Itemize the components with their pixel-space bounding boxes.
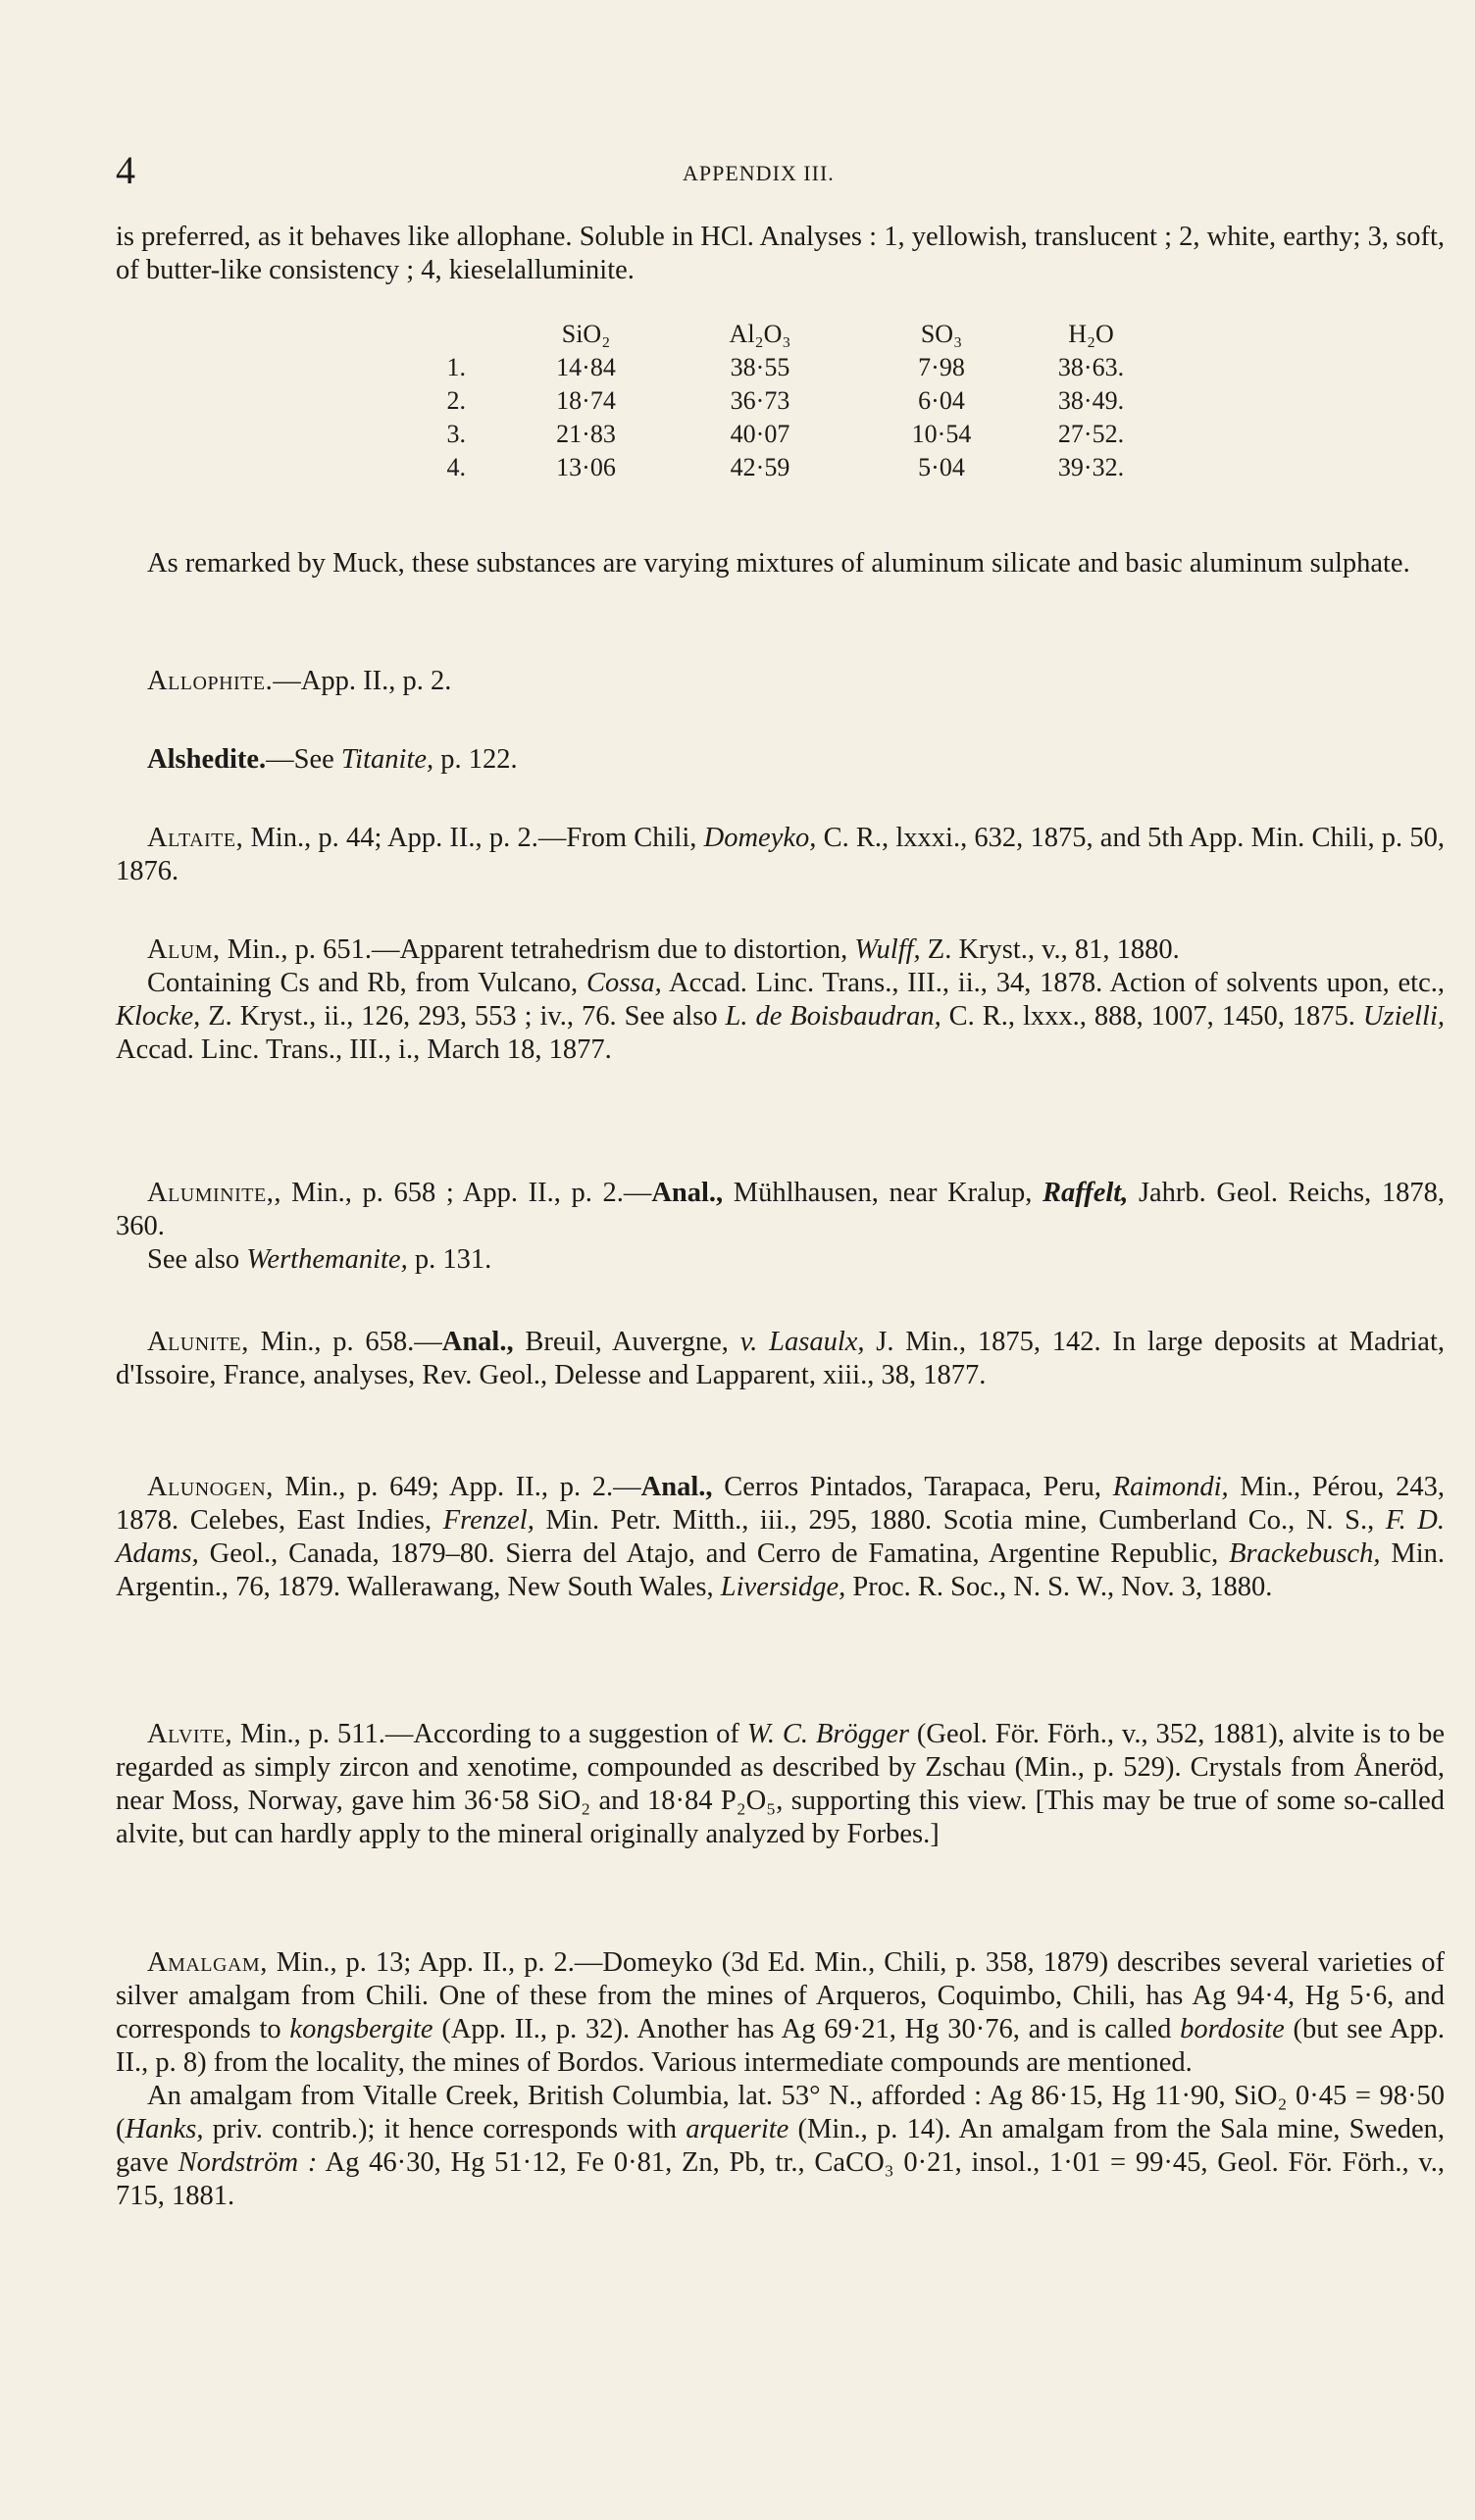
entry-amalgam: Amalgam, Min., p. 13; App. II., p. 2.—Domeyko (3d Ed. Min., Chili, p. 358, 1879) describes several varieties of silver amalgam from Chili. One of these from the mines of Arqueros, Coquimbo, Chili, has Ag 94·4, Hg 5·6, and corresponds to kongsbergite (App. II., p. 32). Another has Ag 69·21, Hg 30·76, and is called bordosite (but see App. II., p. 8) from the locality, the mines of Bordos. Various intermediate compounds are mentioned. An amalgam from Vitalle Creek, British Columbia, lat. 53° N., afforded : Ag 86·15, Hg 11·90, SiO₂ 0·45 = 98·50 (Hanks, priv. contrib.); it hence corresponds with arquerite (Min., p. 14). An amalgam from the Sala mine, Sweden, gave Nordström : Ag 46·30, Hg 51·12, Fe 0·81, Zn, Pb, tr., CaCO₃ 0·21, insol., 1·01 = 99·45, Geol. För. Förh., v., 715, 1881.: [116, 1947, 1445, 2211]
col-header: SO₃: [920, 320, 963, 348]
entry-alum: Alum, Min., p. 651.—Apparent tetrahedrism due to distortion, Wulff, Z. Kryst., v., 81, 1880. Containing Cs and Rb, from Vulcano, Cossa, Accad. Linc. Trans., III., ii., 34, 1878. Action of solvents upon, etc., Klocke, Z. Kryst., ii., 126, 293, 553 ; iv., 76. See also L. de Boisbaudran, C. R., lxxx., 888, 1007, 1450, 1875. Uzielli, Accad. Linc. Trans., III., i., March 18, 1877.: [116, 934, 1446, 1065]
table-cell: 39·32.: [1057, 453, 1125, 481]
table-cell: 38·55: [730, 353, 790, 381]
entry-altaite: Altaite, Min., p. 44; App. II., p. 2.—From Chili, Domeyko, C. R., lxxxi., 632, 1875, and 5th App. Min. Chili, p. 50, 1876.: [116, 823, 1445, 886]
page-number: 4: [116, 148, 135, 192]
row-number: 4.: [446, 453, 466, 481]
intro-text: is preferred, as it behaves like allophane. Soluble in HCl. Analyses : 1, yellowish, translucent ; 2, white, earthy; 3, soft, of butter-like consistency ; 4, kieselalluminite.: [116, 222, 1445, 285]
remark-paragraph: [116, 547, 1445, 580]
table-cell: 38·63.: [1057, 353, 1125, 381]
table-cell: 38·49.: [1057, 386, 1125, 415]
entry-alvite: Alvite, Min., p. 511.—According to a suggestion of W. C. Brögger (Geol. För. Förh., v., 352, 1881), alvite is to be regarded as simply zircon and xenotime, compounded as described by Zschau (Min., p. 529). Crystals from Åneröd, near Moss, Norway, gave him 36·58 SiO₂ and 18·84 P₂O₅, supporting this view. [This may be true of some so-called alvite, but can hardly apply to the mineral originally analyzed by Forbes.]: [116, 1719, 1446, 1849]
row-number: 1.: [446, 353, 466, 381]
col-header: SiO₂: [561, 320, 611, 348]
analysis-table: [407, 318, 1152, 484]
col-header: H₂O: [1068, 320, 1114, 348]
table-cell: 42·59: [730, 453, 790, 481]
entry-allophite: Allophite.—App. II., p. 2.: [147, 666, 452, 696]
table-cell: 10·54: [911, 420, 972, 448]
entry-alshedite: Alshedite.—See Titanite, p. 122.: [147, 744, 518, 775]
table-cell: 14·84: [556, 353, 616, 381]
table-row: [407, 418, 1152, 451]
table-cell: 6·04: [918, 386, 965, 415]
entry-heading: Alum,: [147, 934, 221, 965]
entry-heading: Amalgam,: [147, 1947, 268, 1978]
intro-paragraph: [116, 221, 1445, 287]
remark-text: As remarked by Muck, these substances are varying mixtures of aluminum silicate and basic aluminum sulphate.: [147, 548, 1410, 579]
table-cell: 13·06: [556, 453, 616, 481]
entry-heading: Aluminite,: [147, 1178, 275, 1208]
entry-heading: Altaite,: [147, 823, 244, 853]
entry-heading: Alshedite.: [147, 744, 267, 775]
entry-alunogen: Alunogen, Min., p. 649; App. II., p. 2.—Anal., Cerros Pintados, Tarapaca, Peru, Raimondi, Min., Pérou, 243, 1878. Celebes, East Indies, Frenzel, Min. Petr. Mitth., iii., 295, 1880. Scotia mine, Cumberland Co., N. S., F. D. Adams, Geol., Canada, 1879–80. Sierra del Atajo, and Cerro de Famatina, Argentine Republic, Brackebusch, Min. Argentin., 76, 1879. Wallerawang, New South Wales, Liversidge, Proc. R. Soc., N. S. W., Nov. 3, 1880.: [116, 1472, 1446, 1602]
table-row: [407, 351, 1152, 384]
table-row: [407, 451, 1152, 484]
entry-heading: Allophite.: [147, 666, 274, 696]
col-header: Al₂O₃: [729, 320, 791, 348]
table-row: [407, 384, 1152, 418]
entry-heading: Alvite,: [147, 1719, 233, 1749]
page-header: [116, 147, 1391, 196]
entry-heading: Alunite,: [147, 1327, 249, 1357]
row-number: 3.: [446, 420, 466, 448]
table-cell: 18·74: [556, 386, 616, 415]
row-number: 2.: [446, 386, 466, 415]
table-cell: 40·07: [730, 420, 790, 448]
table-cell: 27·52.: [1057, 420, 1125, 448]
table-cell: 5·04: [918, 453, 965, 481]
table-header-row: [407, 318, 1152, 351]
entry-alunite: Alunite, Min., p. 658.—Anal., Breuil, Auvergne, v. Lasaulx, J. Min., 1875, 142. In large deposits at Madriat, d'Issoire, France, analyses, Rev. Geol., Delesse and Lapparent, xiii., 38, 1877.: [116, 1327, 1445, 1390]
table-cell: 21·83: [556, 420, 616, 448]
running-title: APPENDIX III.: [683, 161, 835, 185]
table-cell: 7·98: [918, 353, 965, 381]
entry-aluminite: Aluminite,, Min., p. 658 ; App. II., p. 2.—Anal., Mühlhausen, near Kralup, Raffelt, Jahrb. Geol. Reichs, 1878, 360. See also Werthemanite, p. 131.: [116, 1178, 1445, 1275]
entry-heading: Alunogen,: [147, 1472, 274, 1502]
table-cell: 36·73: [730, 386, 790, 415]
